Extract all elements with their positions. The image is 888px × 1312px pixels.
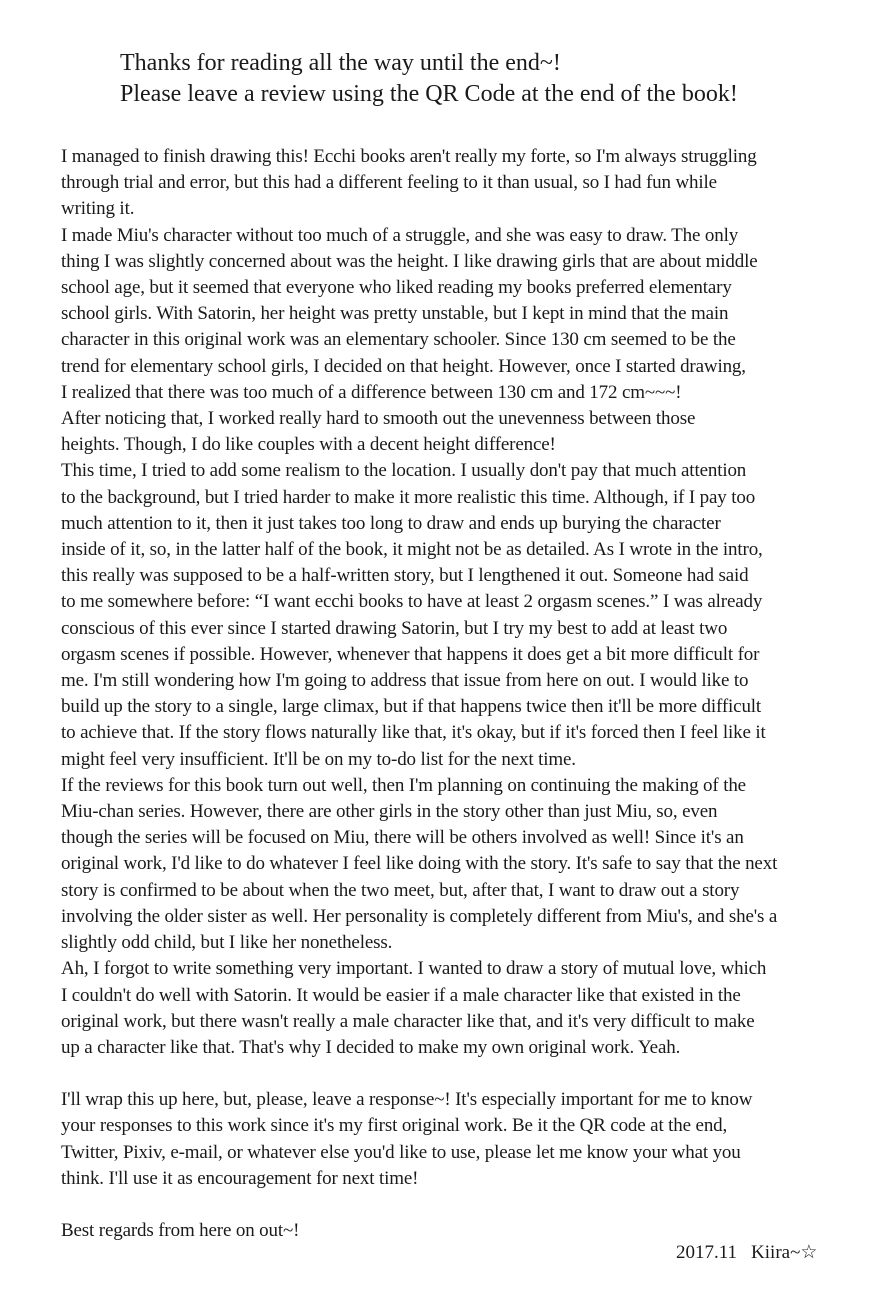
body-line: this really was supposed to be a half-written story, but I lengthened it out. Someone had said [61, 565, 749, 587]
farewell-line: Best regards from here on out~! [61, 1219, 300, 1241]
body-line: me. I'm still wondering how I'm going to address that issue from here on out. I would like to [61, 670, 749, 692]
body-line: original work, but there wasn't really a male character like that, and it's very difficult to make [61, 1010, 755, 1032]
body-line: much attention to it, then it just takes too long to draw and ends up burying the character [61, 512, 721, 534]
body-line: conscious of this ever since I started drawing Satorin, but I try my best to add at least two [61, 617, 728, 639]
body-line: orgasm scenes if possible. However, whenever that happens it does get a bit more difficult for [61, 643, 760, 665]
body-line: Miu-chan series. However, there are other girls in the story other than just Miu, so, even [61, 801, 718, 823]
body-line: up a character like that. That's why I decided to make my own original work. Yeah. [61, 1036, 681, 1058]
body-line: to me somewhere before: “I want ecchi books to have at least 2 orgasm scenes.” I was already [61, 591, 763, 613]
body-line: slightly odd child, but I like her nonetheless. [61, 932, 393, 954]
body-line: If the reviews for this book turn out well, then I'm planning on continuing the making of the [61, 774, 746, 796]
body-line: Ah, I forgot to write something very important. I wanted to draw a story of mutual love, which [61, 958, 767, 980]
paragraph-gap [61, 1192, 841, 1218]
body-line: I made Miu's character without too much of a struggle, and she was easy to draw. The only [61, 224, 739, 246]
body-line: original work, I'd like to do whatever I feel like doing with the story. It's safe to say that the next [61, 853, 778, 875]
body-line: involving the older sister as well. Her personality is completely different from Miu's, and she's a [61, 905, 778, 927]
body-line: to the background, but I tried harder to make it more realistic this time. Although, if I pay too [61, 486, 756, 508]
paragraph-gap [61, 1061, 841, 1087]
body-line: I couldn't do well with Satorin. It would be easier if a male character like that existed in the [61, 984, 741, 1006]
header-message [120, 48, 860, 110]
body-line: I realized that there was too much of a difference between 130 cm and 172 cm~~~! [61, 381, 682, 403]
body-line: I managed to finish drawing this! Ecchi books aren't really my forte, so I'm always struggling [61, 146, 757, 167]
body-line: character in this original work was an elementary schooler. Since 130 cm seemed to be the [61, 329, 736, 351]
body-line: build up the story to a single, large climax, but if that happens twice then it'll be more difficult [61, 696, 762, 718]
signature-date: 2017.11 [676, 1242, 738, 1263]
body-line: inside of it, so, in the latter half of the book, it might not be as detailed. As I wrote in the intro, [61, 539, 763, 561]
body-line: though the series will be focused on Miu, there will be others involved as well! Since it's an [61, 827, 744, 849]
body-line: might feel very insufficient. It'll be on my to-do list for the next time. [61, 748, 576, 770]
closing-line: I'll wrap this up here, but, please, leave a response~! It's especially important for me to know [61, 1089, 753, 1111]
body-line: After noticing that, I worked really hard to smooth out the unevenness between those [61, 408, 696, 430]
body-line: story is confirmed to be about when the two meet, but, after that, I want to draw out a story [61, 879, 740, 901]
signature [676, 1240, 817, 1266]
closing-line: think. I'll use it as encouragement for next time! [61, 1167, 419, 1189]
body-line: school girls. With Satorin, her height was pretty unstable, but I kept in mind that the main [61, 303, 729, 325]
afterword-body [61, 144, 841, 1244]
body-line: heights. Though, I do like couples with a decent height difference! [61, 434, 556, 456]
body-line: This time, I tried to add some realism to the location. I usually don't pay that much attention [61, 460, 747, 482]
body-line: through trial and error, but this had a different feeling to it than usual, so I had fun while [61, 172, 717, 194]
closing-line: Twitter, Pixiv, e-mail, or whatever else you'd like to use, please let me know your what you [61, 1141, 741, 1163]
header-line-review: Please leave a review using the QR Code at the end of the book! [120, 81, 738, 107]
signature-name: Kiira~☆ [751, 1242, 818, 1263]
closing-line: your responses to this work since it's my first original work. Be it the QR code at the end, [61, 1115, 728, 1137]
body-line: thing I was slightly concerned about was the height. I like drawing girls that are about middle [61, 250, 758, 272]
body-line: school age, but it seemed that everyone who liked reading my books preferred elementary [61, 277, 732, 299]
body-line: trend for elementary school girls, I decided on that height. However, once I started drawing, [61, 355, 746, 377]
body-line: to achieve that. If the story flows naturally like that, it's okay, but if it's forced then I feel like it [61, 722, 766, 744]
header-line-thanks: Thanks for reading all the way until the end~! [120, 50, 561, 76]
body-line: writing it. [61, 198, 135, 220]
